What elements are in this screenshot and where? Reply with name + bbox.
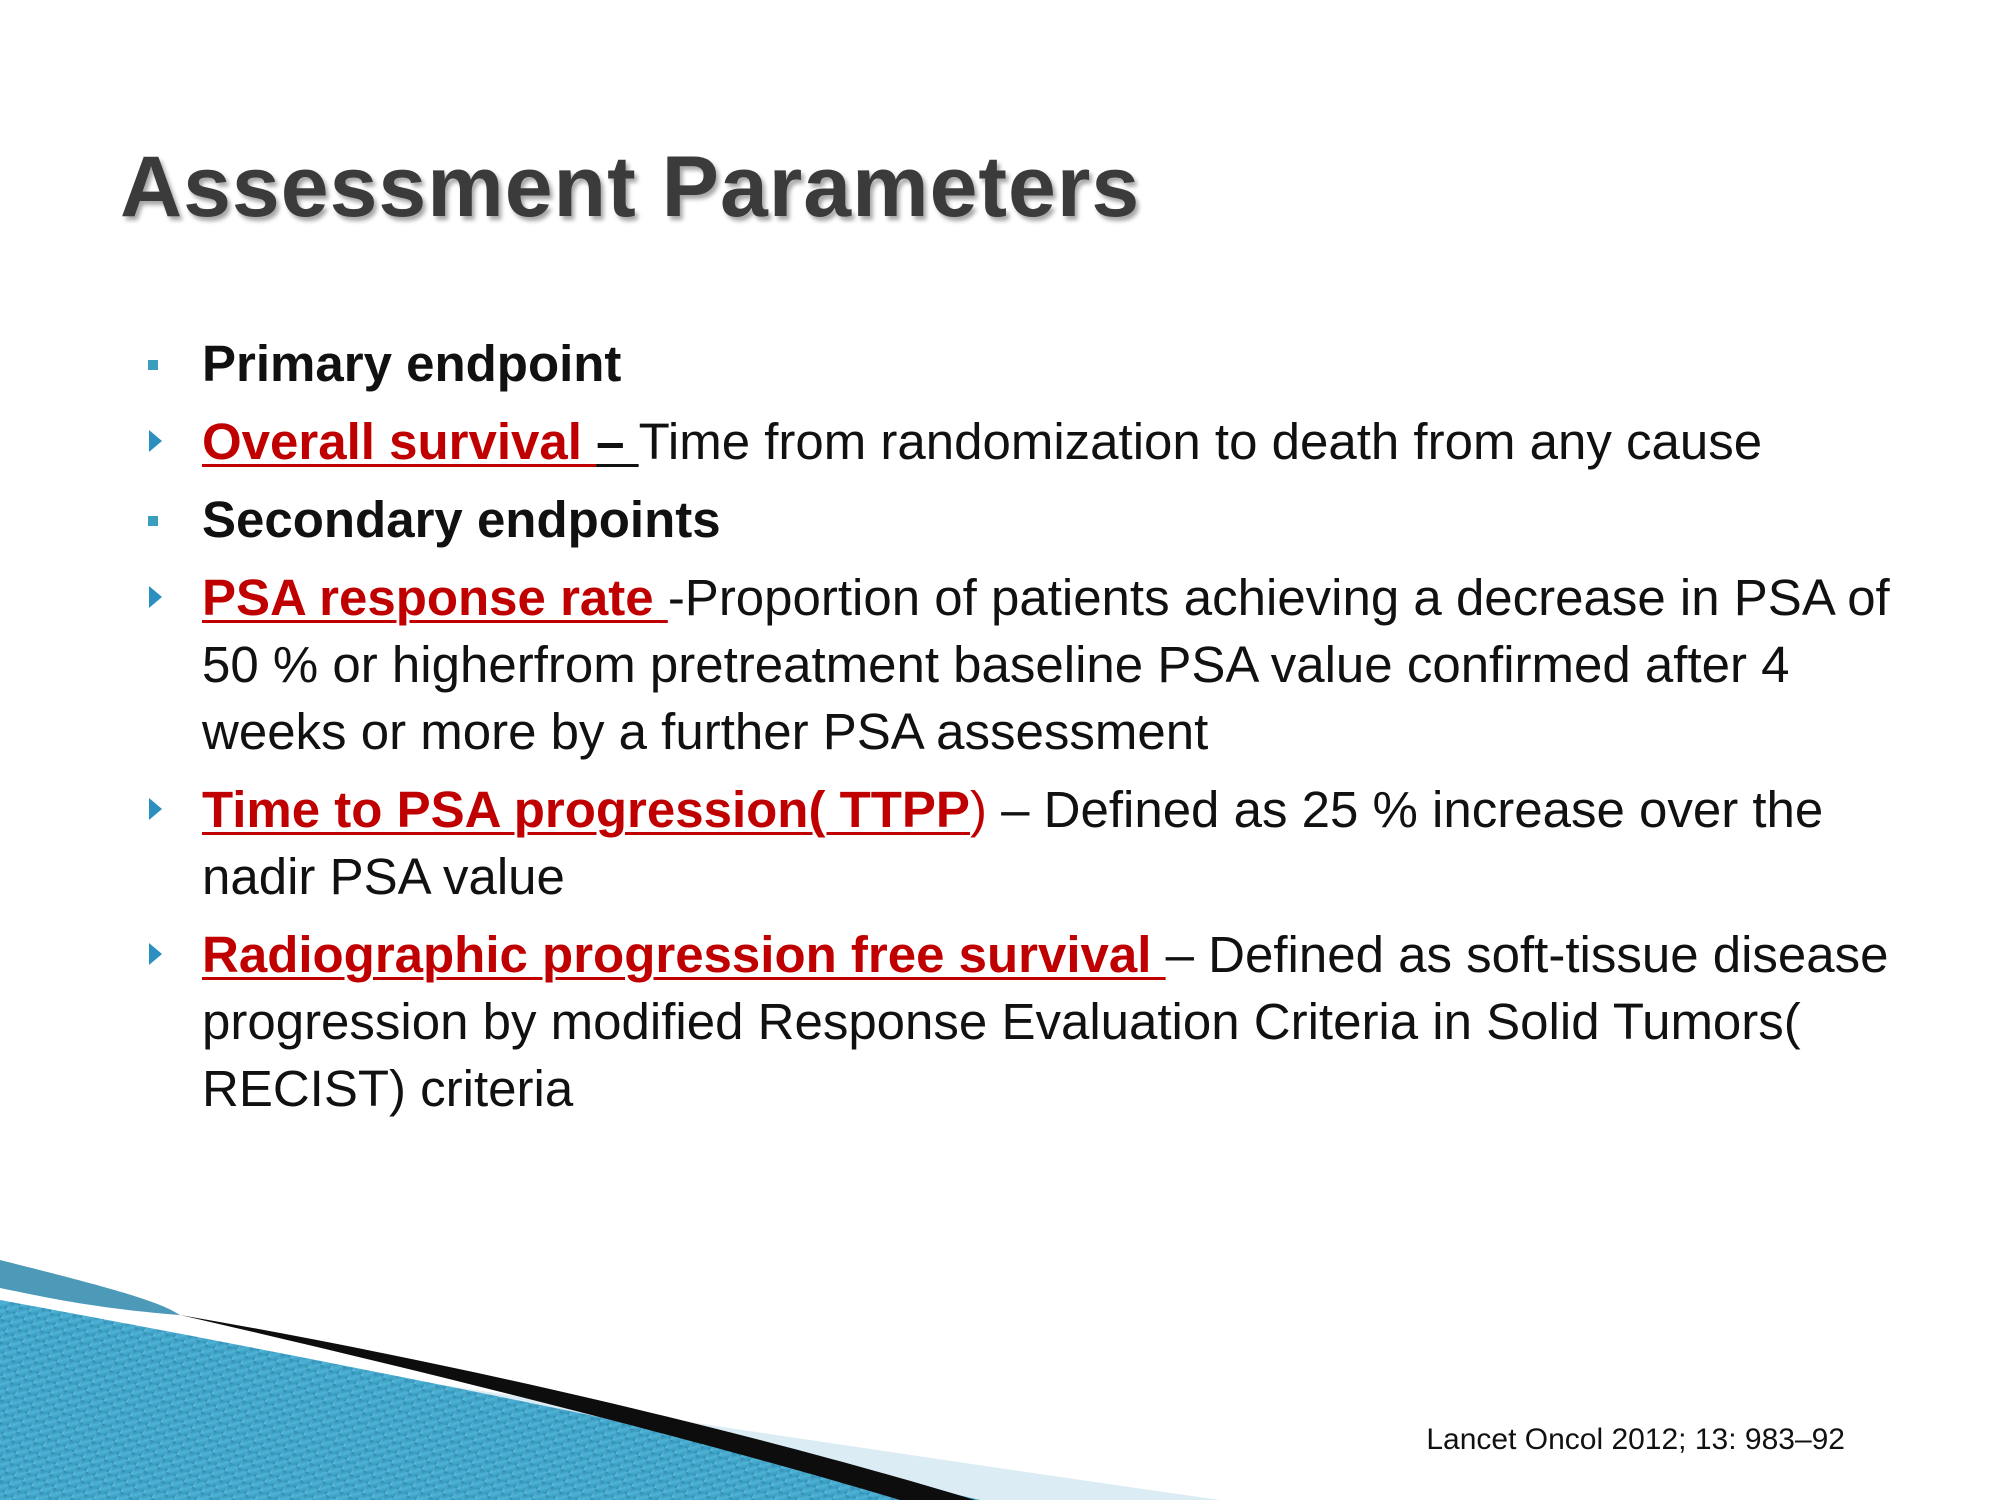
bullet-psa-response-rate	[140, 564, 1920, 765]
arrow-bullet-icon	[140, 564, 170, 631]
bullet-list	[140, 330, 1920, 1133]
bullet-ttpp	[140, 776, 1920, 910]
citation: Lancet Oncol 2012; 13: 983–92	[1426, 1423, 1845, 1456]
arrow-bullet-icon	[140, 921, 170, 988]
arrow-bullet-icon	[140, 408, 170, 475]
bullet-text: – Defined as 25 % increase over the nadir PSA value	[202, 781, 1824, 905]
bullet-term: PSA response rate	[202, 569, 668, 626]
bullet-text: -Proportion of patients achieving a decrease in PSA of 50 % or higherfrom pretreatment baseline PSA value confirmed after 4 weeks or more by a further PSA assessment	[202, 569, 1890, 760]
bullet-separator: –	[596, 413, 639, 470]
slide-title: Assessment Parameters	[120, 139, 1141, 235]
arrow-bullet-icon	[140, 776, 170, 843]
bullet-heading: Primary endpoint	[202, 335, 622, 392]
bullet-term: Radiographic progression free survival	[202, 926, 1166, 983]
decorative-wave	[0, 1260, 2000, 1500]
bullet-heading: Secondary endpoints	[202, 491, 721, 548]
bullet-term: Overall survival	[202, 413, 597, 470]
square-bullet-icon	[140, 330, 170, 397]
bullet-text: – Defined as soft-tissue disease progression by modified Response Evaluation Criteria in Solid Tumors( RECIST) criteria	[202, 926, 1889, 1117]
bullet-rpfs	[140, 921, 1920, 1122]
bullet-text: Time from randomization to death from any cause	[638, 413, 1763, 470]
bullet-term: Time to PSA progression( TTPP	[202, 781, 970, 838]
bullet-secondary-endpoints	[140, 486, 1920, 553]
bullet-overall-survival	[140, 408, 1920, 475]
bullet-paren: )	[969, 781, 987, 838]
bullet-primary-endpoint	[140, 330, 1920, 397]
square-bullet-icon	[140, 486, 170, 553]
